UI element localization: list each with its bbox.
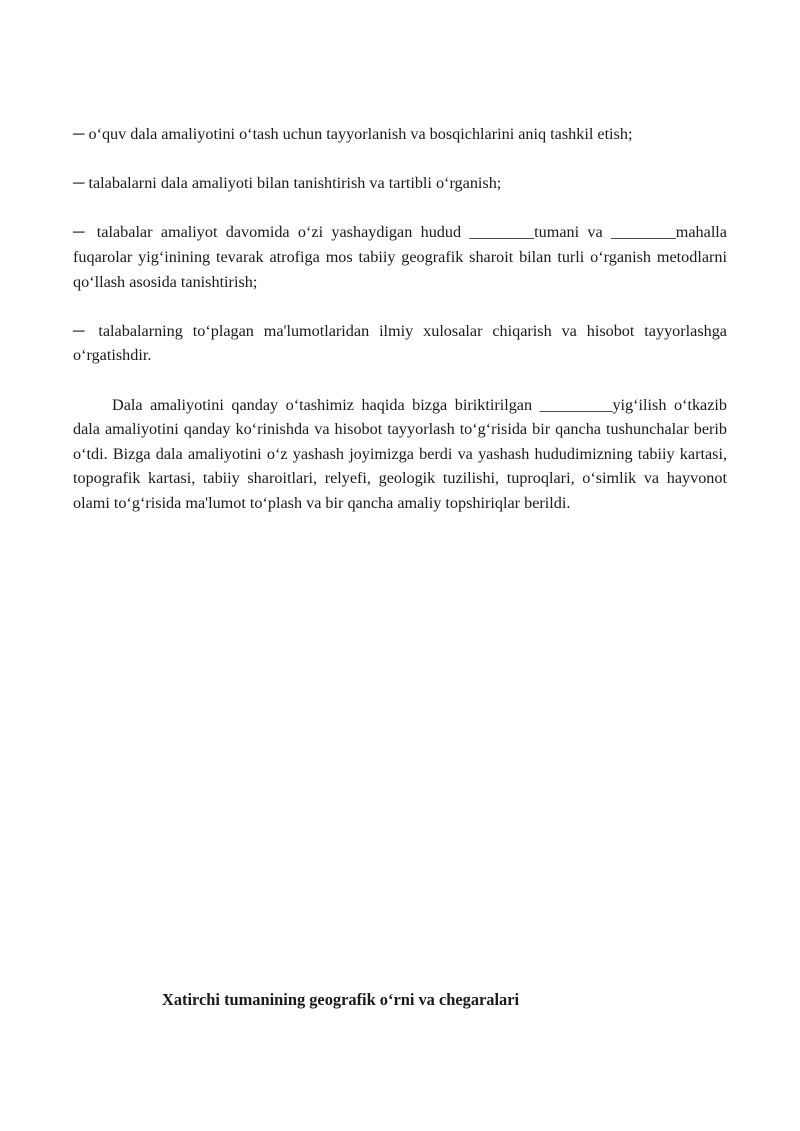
bullet-item (73, 220, 727, 294)
dash-marker: ─ (73, 125, 85, 143)
bullet-item (73, 122, 727, 147)
bullet-text: talabalarni dala amaliyoti bilan tanishtirish va tartibli o‘rganish; (88, 174, 502, 193)
dash-marker: ─ (73, 321, 85, 340)
section-heading: Xatirchi tumanining geografik o‘rni va chegaralari (162, 990, 520, 1009)
document-page (73, 122, 727, 516)
bullet-item (73, 319, 727, 368)
bullet-text: o‘quv dala amaliyotini o‘tash uchun tayyorlanish va bosqichlarini aniq tashkil etish; (88, 125, 633, 143)
bullet-item (73, 171, 727, 196)
dash-marker: ─ (73, 223, 85, 242)
body-paragraph: Dala amaliyotini qanday o‘tashimiz haqida bizga biriktirilgan _________yig‘ilish o‘tkazib dala amaliyotini qanday ko‘rinishda va hisobot tayyorlash to‘g‘risida bir qancha tushunchalar berib o‘tdi. Bizga dala amaliyotini o‘z yashash joyimizga berdi va yashash hududimizning tabiiy kartasi, topografik kartasi, tabiiy sharoitlari, relyefi, geologik tuzilishi, tuproqlari, o‘simlik va hayvonot olami to‘g‘risida ma'lumot to‘plash va bir qancha amaliy topshiriqlar berildi. (73, 395, 727, 512)
dash-marker: ─ (73, 174, 85, 193)
bullet-text: talabalarning to‘plagan ma'lumotlaridan ilmiy xulosalar chiqarish va hisobot tayyorlashga o‘rgatishdir. (73, 321, 727, 365)
bullet-text: talabalar amaliyot davomida o‘zi yashaydigan hudud ________tumani va ________mahalla fuqarolar yig‘inining tevarak atrofiga mos tabiiy geografik sharoit bilan turli o‘rganish metodlarni qo‘llash asosida tanishtirish; (73, 223, 727, 291)
